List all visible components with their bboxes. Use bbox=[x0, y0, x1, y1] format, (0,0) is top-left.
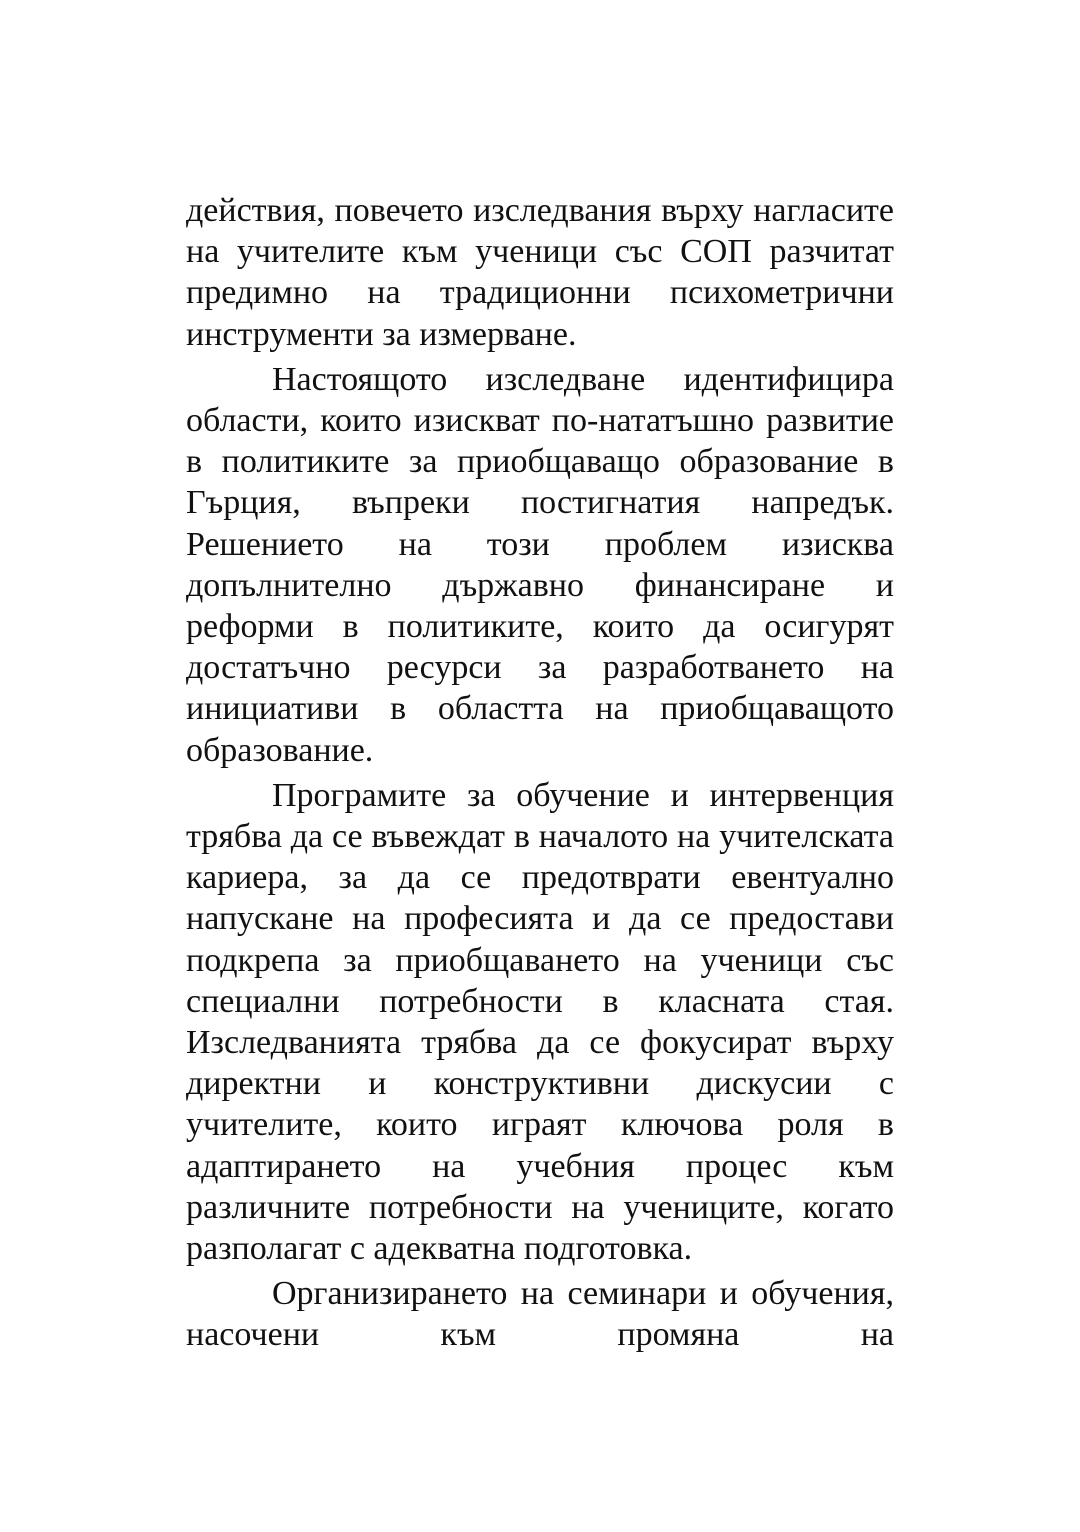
paragraph-1: действия, повечето изследвания върху нагласите на учителите към ученици със СОП разчитат предимно на традиционни психометрични инструменти за измерване. bbox=[186, 192, 894, 353]
paragraph-2: Настоящото изследване идентифицира области, които изискват по-нататъшно развитие в политиките за приобщаващо образование в Гърция, въпреки постигнатия напредък. Решението на този проблем изисква допълнително държавно финансиране и реформи в политиките, които да осигурят достатъчно ресурси за разработването на инициативи в областта на приобщаващото образование. bbox=[186, 360, 894, 769]
paragraph-3: Програмите за обучение и интервенция трябва да се въвеждат в началото на учителската кариера, за да се предотврати евентуално напускане на професията и да се предостави подкрепа за приобщаването на ученици със специални потребности в класната стая. Изследванията трябва да се фокусират върху директни и конструктивни дискусии с учителите, които играят ключова роля в адаптирането на учебния процес към различните потребности на учениците, когато разполагат с адекватна подготовка. bbox=[186, 776, 894, 1268]
document-page bbox=[186, 190, 894, 1360]
paragraph-4: Организирането на семинари и обучения, насочени към промяна на bbox=[186, 1275, 894, 1354]
